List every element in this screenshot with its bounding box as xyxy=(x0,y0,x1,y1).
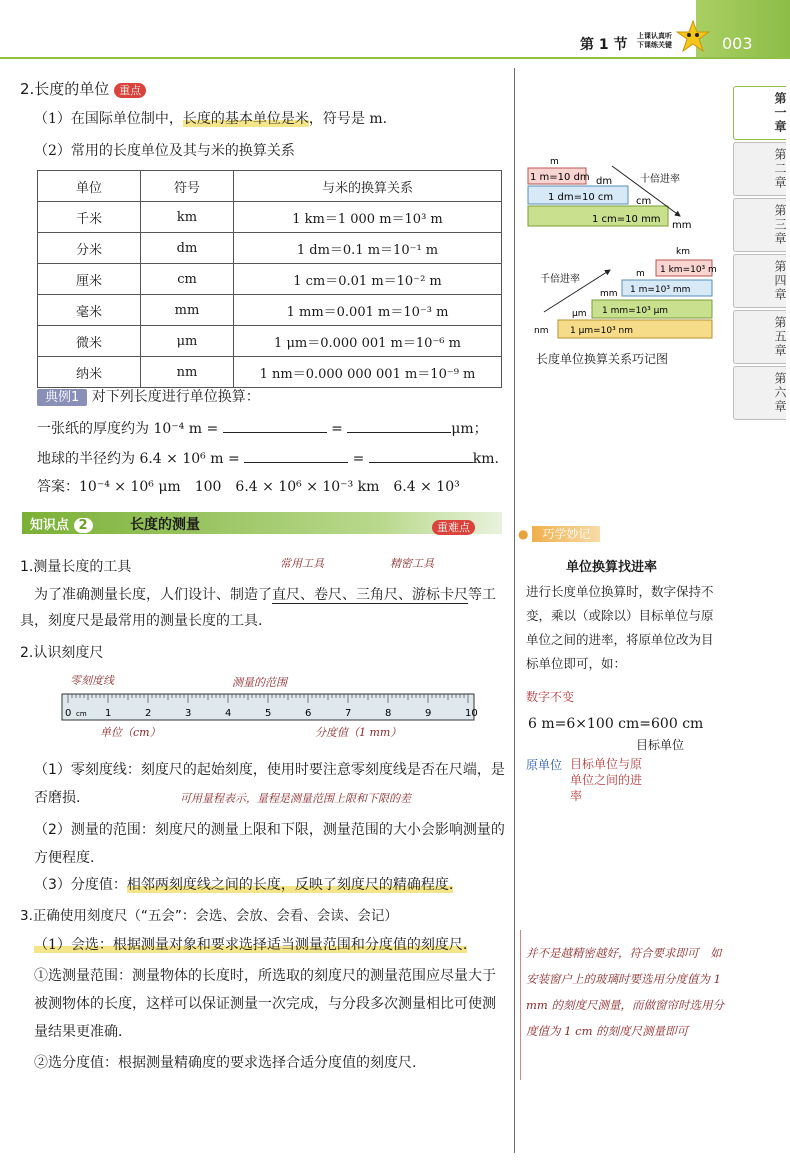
usage-title: 3.正确使用刻度尺（“五会”：会选、会放、会看、会读、会记） xyxy=(20,908,398,924)
example-line-2: 地球的半径约为 6.4 × 10⁶ m = = km. xyxy=(37,451,499,467)
svg-text:nm: nm xyxy=(534,326,549,336)
table-row: 厘米 cm 1 cm＝0.01 m＝10⁻² m xyxy=(38,264,502,295)
svg-text:m: m xyxy=(636,269,645,279)
tip-note-top: 数字不变 xyxy=(526,690,575,704)
range-paragraph: （2）测量的范围：刻度尺的测量上限和下限，测量范围的大小会影响测量的方便程度. xyxy=(34,822,505,866)
svg-text:km: km xyxy=(676,247,690,257)
tab-chapter-4[interactable]: 第四章 xyxy=(733,254,786,308)
example-header: 典例1 对下列长度进行单位换算： xyxy=(37,386,260,406)
table-header-row xyxy=(38,171,502,202)
unit-stair-diagram xyxy=(520,150,720,370)
tip-body: 进行长度单位换算时，数字保持不变，乘以（或除以）目标单位与原单位之间的进率，将原单位改为目标单位即可，如： xyxy=(526,584,714,671)
ruler-unit-label: cm xyxy=(76,710,87,718)
division-paragraph: （3）分度值：相邻两刻度线之间的长度，反映了刻度尺的精确程度. xyxy=(34,877,454,893)
svg-text:cm: cm xyxy=(636,196,652,207)
division-note: 分度值（1 mm） xyxy=(315,726,402,739)
tab-chapter-5[interactable]: 第五章 xyxy=(733,310,786,364)
range-note: 测量的范围 xyxy=(232,676,287,689)
usage-step-3: ②选分度值：根据测量精确度的要求选择合适分度值的刻度尺. xyxy=(34,1055,417,1071)
unit-paragraph-1: （1）在国际单位制中，长度的基本单位是米，符号是 m. xyxy=(34,111,388,127)
knowledge-point-bar xyxy=(22,512,502,534)
ruler-tick-label: 5 xyxy=(265,708,272,719)
unit-paragraph-2: （2）常用的长度单位及其与米的换算关系 xyxy=(34,143,295,159)
svg-text:1 m=10 dm: 1 m=10 dm xyxy=(530,172,590,183)
ruler-tick-label: 2 xyxy=(145,708,152,719)
ruler-tick-label: 0 xyxy=(65,708,72,719)
handwritten-note: 常用工具 xyxy=(280,557,324,570)
svg-text:十倍进率: 十倍进率 xyxy=(640,174,680,185)
tip-title: 单位换算找进率 xyxy=(566,560,658,575)
svg-text:1 cm=10 mm: 1 cm=10 mm xyxy=(592,214,661,225)
header-slogan: 上课认真听 下课练关键 xyxy=(637,32,672,49)
bulb-icon: ● xyxy=(518,527,529,541)
usage-step-1: （1）会选：根据测量对象和要求选择适当测量范围和分度值的刻度尺. xyxy=(34,937,468,953)
svg-text:1 km=10³ m: 1 km=10³ m xyxy=(660,265,717,275)
svg-text:1 mm=10³ μm: 1 mm=10³ μm xyxy=(602,306,669,316)
tab-chapter-3[interactable]: 第三章 xyxy=(733,198,786,252)
knowledge-point-label: 知识点 2 xyxy=(30,514,93,533)
table-row: 千米 km 1 km＝1 000 m＝10³ m xyxy=(38,202,502,233)
table-header: 与米的换算关系 xyxy=(234,171,502,202)
table-header: 单位 xyxy=(38,171,141,202)
table-row: 纳米 nm 1 nm＝0.000 000 001 m＝10⁻⁹ m xyxy=(38,357,502,388)
answer-blank[interactable] xyxy=(244,462,348,463)
unit-section-title: 2.长度的单位 重点 xyxy=(20,78,146,99)
section-label: 第 1 节 xyxy=(580,37,628,53)
star-mascot-icon xyxy=(676,20,710,54)
answer-blank[interactable] xyxy=(347,432,451,433)
unit-note: 单位（cm） xyxy=(100,726,161,739)
knowledge-point-title: 长度的测量 xyxy=(130,517,200,533)
handwritten-note: 精密工具 xyxy=(390,557,434,570)
ruler-tick-label: 4 xyxy=(225,708,232,719)
svg-text:μm: μm xyxy=(572,309,587,319)
ruler-tick-label: 8 xyxy=(385,708,392,719)
ruler-title: 2.认识刻度尺 xyxy=(20,645,104,661)
tip-formula: 6 m=6×100 cm=600 cm xyxy=(528,716,704,732)
svg-text:1 μm=10³ nm: 1 μm=10³ nm xyxy=(570,326,634,336)
svg-text:dm: dm xyxy=(596,176,613,187)
svg-text:mm: mm xyxy=(672,220,692,231)
ruler-tick-label: 10 xyxy=(465,708,478,719)
ruler-tick-label: 6 xyxy=(305,708,312,719)
table-header: 符号 xyxy=(141,171,234,202)
svg-text:1 dm=10 cm: 1 dm=10 cm xyxy=(548,192,614,203)
tab-chapter-6[interactable]: 第六章 xyxy=(733,366,786,420)
note-divider xyxy=(520,930,521,1080)
diagram-caption: 长度单位换算关系巧记图 xyxy=(536,352,669,366)
answer-blank[interactable] xyxy=(223,432,327,433)
key-point-badge: 重点 xyxy=(114,83,146,98)
tip-tag: ● 巧学妙记 xyxy=(518,525,600,542)
tip-orig-label: 原单位 xyxy=(526,758,563,772)
example-line-1: 一张纸的厚度约为 10⁻⁴ m = = μm； xyxy=(37,421,488,437)
tools-paragraph: 为了准确测量长度，人们设计、制造了直尺、卷尺、三角尺、游标卡尺等工具，刻度尺是最常用的测量长度的工具. xyxy=(20,587,496,629)
tip-rate-label: 目标单位与原单位之间的进率 xyxy=(570,757,643,803)
table-row: 微米 μm 1 μm＝0.000 001 m＝10⁻⁶ m xyxy=(38,326,502,357)
tab-chapter-1[interactable]: 第一章 xyxy=(733,86,786,140)
page-number: 003 xyxy=(722,34,753,53)
diagram-label: m xyxy=(550,157,559,167)
svg-text:千倍进率: 千倍进率 xyxy=(540,274,580,285)
tab-chapter-2[interactable]: 第二章 xyxy=(733,142,786,196)
zero-line-paragraph: （1）零刻度线：刻度尺的起始刻度，使用时要注意零刻度线是否在尺端，是否磨损. xyxy=(34,762,505,806)
example-tag: 典例1 xyxy=(37,389,87,406)
answer-blank[interactable] xyxy=(369,462,473,463)
tip-target-label: 目标单位 xyxy=(636,738,685,752)
svg-text:mm: mm xyxy=(600,289,618,299)
svg-text:1 m=10³ mm: 1 m=10³ mm xyxy=(630,285,691,295)
header-divider xyxy=(0,57,790,59)
usage-side-note: 并不是越精密越好，符合要求即可 如安装窗户上的玻璃时要选用分度值为 1 mm 的刻度尺测量，而做窗帘时选用分度值为 1 cm 的刻度尺测量即可 xyxy=(526,946,724,1038)
range-handwritten-note: 可用量程表示，量程是测量范围上限和下限的差 xyxy=(180,792,411,805)
tools-title: 1.测量长度的工具 xyxy=(20,559,132,575)
table-row: 分米 dm 1 dm＝0.1 m＝10⁻¹ m xyxy=(38,233,502,264)
table-row: 毫米 mm 1 mm＝0.001 m＝10⁻³ m xyxy=(38,295,502,326)
ruler-tick-label: 1 xyxy=(105,708,112,719)
ruler-tick-label: 3 xyxy=(185,708,192,719)
column-divider xyxy=(514,68,515,1153)
ruler-tick-label: 7 xyxy=(345,708,352,719)
zero-line-note: 零刻度线 xyxy=(70,674,114,687)
ruler-diagram xyxy=(60,692,480,722)
example-answer: 答案：10⁻⁴ × 10⁶ μm 100 6.4 × 10⁶ × 10⁻³ km 6.4 × 10³ xyxy=(37,479,460,495)
usage-step-2: ①选测量范围：测量物体的长度时，所选取的刻度尺的测量范围应尽量大于被测物体的长度，这样可以保证测量一次完成，与分段多次测量相比可使测量结果更准确. xyxy=(34,968,496,1040)
unit-conversion-table xyxy=(37,170,502,388)
ruler-tick-label: 9 xyxy=(425,708,432,719)
difficulty-badge: 重难点 xyxy=(432,516,475,535)
